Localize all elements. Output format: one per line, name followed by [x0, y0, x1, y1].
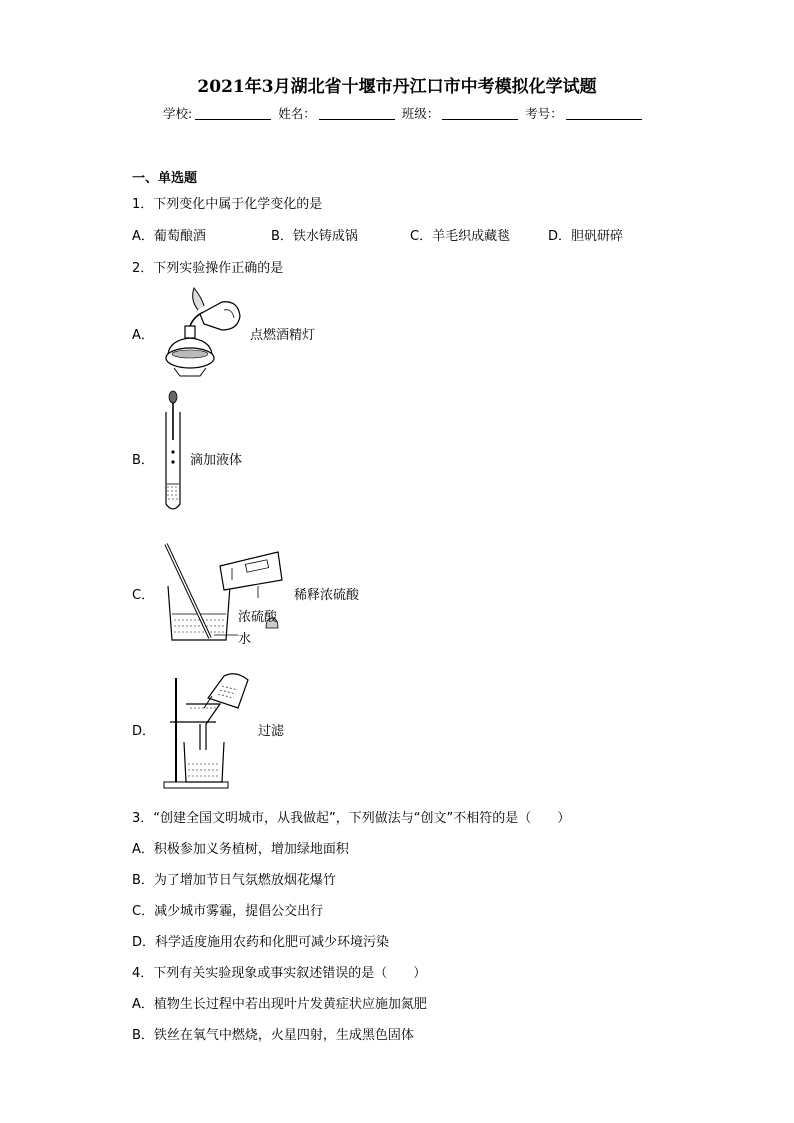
q2-option-a-label: A．	[132, 328, 154, 343]
number-blank[interactable]	[566, 107, 642, 120]
filtration-figure	[160, 668, 255, 792]
name-blank[interactable]	[319, 107, 395, 120]
q2-option-d-caption: 过滤	[258, 724, 285, 739]
alcohol-lamp-figure	[160, 288, 250, 380]
q2-option-c-water-label: 水	[238, 632, 252, 647]
q2-option-c-caption: 稀释浓硫酸	[294, 588, 360, 603]
q2-option-c-acid-label: 浓硫酸	[238, 610, 278, 625]
student-info-line	[163, 104, 645, 122]
q1-stem: 1．下列变化中属于化学变化的是	[132, 197, 323, 212]
q2-option-d-label: D．	[132, 724, 156, 739]
q3-option-a: A．积极参加义务植树，增加绿地面积	[132, 842, 349, 857]
class-label: 班级：	[401, 106, 440, 121]
q2-option-b-label: B．	[132, 453, 154, 468]
q2-stem: 2．下列实验操作正确的是	[132, 261, 284, 276]
name-label: 姓名：	[278, 106, 316, 121]
q3-option-d: D．科学适度施用农药和化肥可减少环境污染	[132, 935, 390, 950]
q2-option-c-label: C．	[132, 588, 155, 603]
q1-option-c: C．羊毛织成藏毯	[410, 229, 511, 244]
page-title: 2021年3月湖北省十堰市丹江口市中考模拟化学试题	[197, 77, 597, 97]
number-label: 考号：	[525, 106, 563, 121]
section-heading: 一、单选题	[132, 171, 198, 186]
q1-option-a: A．葡萄酿酒	[132, 229, 206, 244]
dropper-testtube-figure	[160, 388, 190, 516]
school-blank[interactable]	[195, 107, 271, 120]
q3-stem: 3．“创建全国文明城市，从我做起”，下列做法与“创文”不相符的是（ ）	[132, 811, 571, 826]
class-blank[interactable]	[442, 107, 518, 120]
q2-option-a-caption: 点燃酒精灯	[250, 328, 316, 343]
q3-option-b: B．为了增加节日气氛燃放烟花爆竹	[132, 873, 336, 888]
q3-option-c: C．减少城市雾霾，提倡公交出行	[132, 904, 324, 919]
q1-option-b: B．铁水铸成锅	[271, 229, 358, 244]
q4-option-a: A．植物生长过程中若出现叶片发黄症状应施加氮肥	[132, 997, 427, 1012]
school-label: 学校:	[163, 106, 193, 121]
q4-option-b: B．铁丝在氧气中燃烧，火星四射，生成黑色固体	[132, 1028, 414, 1043]
q1-option-d: D．胆矾研碎	[548, 229, 624, 244]
q4-stem: 4．下列有关实验现象或事实叙述错误的是（ ）	[132, 966, 427, 981]
dilute-acid-figure	[160, 542, 300, 647]
q2-option-b-caption: 滴加液体	[190, 453, 243, 468]
